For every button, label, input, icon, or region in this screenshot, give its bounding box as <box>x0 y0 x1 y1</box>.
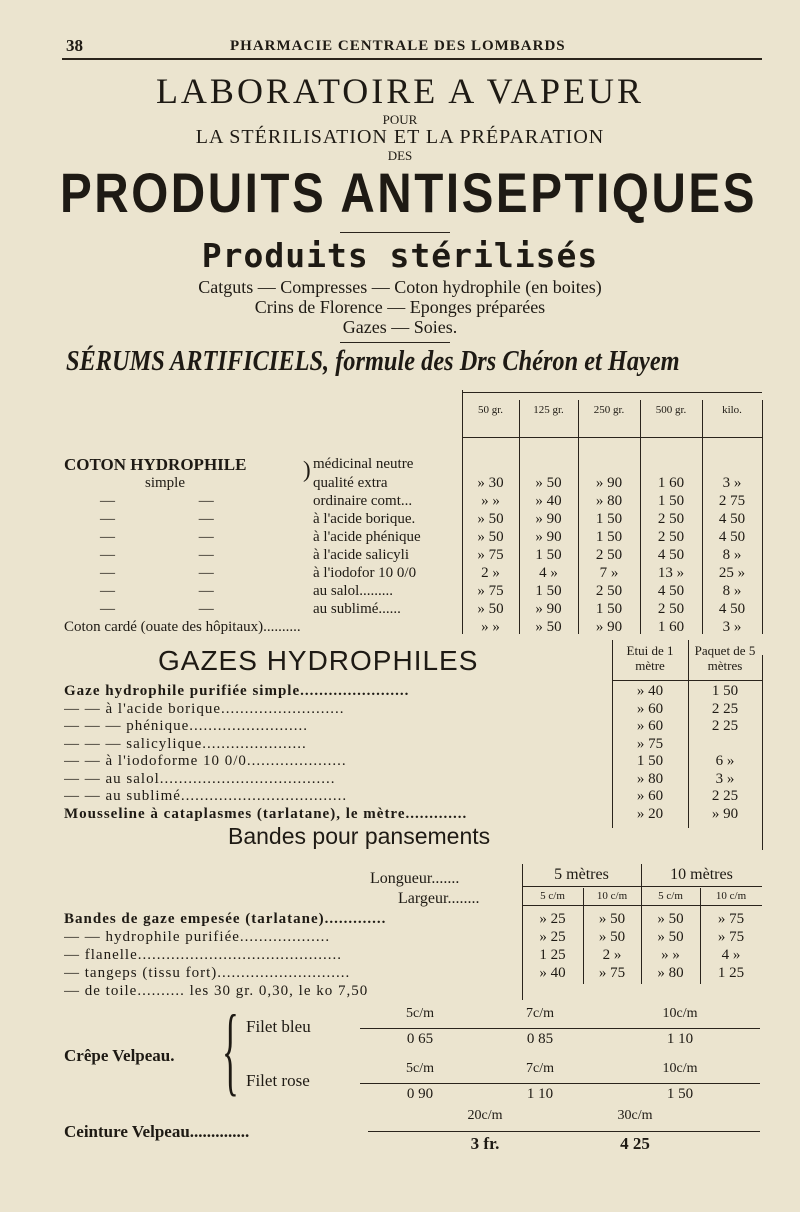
coton-row-kind: — — <box>100 511 254 527</box>
sterile-line-1: Catguts — Compresses — Coton hydrophile (en boites) <box>198 277 602 297</box>
sterile-line-3: Gazes — Soies. <box>342 317 458 337</box>
ceinture-price: 4 25 <box>620 1134 650 1153</box>
coton-price: » 50 <box>477 511 504 527</box>
bandes-price: » » <box>661 947 680 963</box>
coton-col-header: 500 gr. <box>655 404 687 416</box>
bandes-longueur: Longueur....... <box>370 870 460 887</box>
gazes-price: 2 25 <box>711 788 739 804</box>
coton-row-desc: qualité extra <box>313 475 388 491</box>
crepe-rule <box>360 1028 760 1029</box>
coton-row-desc: à l'acide salicyli <box>313 547 409 563</box>
gazes-price: » 60 <box>636 788 664 804</box>
coton-price: 2 50 <box>595 583 623 599</box>
gazes-row-label: — — à l'acide borique.......................... <box>64 700 345 717</box>
bandes-price: 4 » <box>721 947 741 963</box>
coton-price: » 50 <box>477 601 504 617</box>
crepe-bleu-price: 1 10 <box>666 1031 694 1047</box>
coton-price: » 90 <box>535 601 562 617</box>
gazes-price: » 75 <box>636 735 664 752</box>
bandes-price: » 80 <box>657 965 684 981</box>
ceinture-rule <box>368 1131 760 1132</box>
crepe-rule <box>360 1083 760 1084</box>
coton-title: COTON HYDROPHILE <box>64 455 247 474</box>
bandes-row-label: Bandes de gaze empesée (tarlatane)............. <box>64 911 387 927</box>
gazes-row-label: — — à l'iodoforme 10 0/0..................... <box>64 753 347 769</box>
crepe-label: Crêpe Velpeau. <box>64 1046 175 1065</box>
gazes-col-header: Etui de 1 mètre <box>626 643 674 673</box>
crepe-bleu-price: 0 65 <box>406 1031 434 1047</box>
crepe-bleu-price: 0 85 <box>526 1031 554 1047</box>
coton-price: 4 50 <box>657 583 685 599</box>
bandes-heading: Bandes pour pansements <box>228 823 491 849</box>
bandes-row-label: — de toile.......... les 30 gr. 0,30, le ko 7,50 <box>64 983 369 999</box>
coton-price: 25 » <box>718 565 746 581</box>
gazes-price: 1 50 <box>636 753 664 769</box>
coton-price: » 30 <box>477 475 504 491</box>
gazes-row-label: Gaze hydrophile purifiée simple....................... <box>64 683 410 699</box>
crepe-rose: Filet rose <box>246 1071 310 1090</box>
coton-col-header: 250 gr. <box>593 404 625 416</box>
coton-price: 1 50 <box>595 511 623 527</box>
sterile-heading: Produits stérilisés <box>201 236 599 275</box>
bandes-row-label: — tangeps (tissu fort)............................ <box>64 965 351 981</box>
coton-column-rule <box>762 400 763 634</box>
coton-title-right: médicinal neutre <box>313 456 414 472</box>
gazes-price: » 90 <box>711 805 739 822</box>
coton-price: » » <box>481 619 500 635</box>
coton-price: » 50 <box>535 619 562 635</box>
bandes-price: » 50 <box>657 911 684 927</box>
coton-price: 1 60 <box>657 619 685 635</box>
ceinture-width: 20c/m <box>467 1108 503 1123</box>
bandes-rule <box>522 905 762 906</box>
gazes-price: 6 » <box>715 753 735 769</box>
coton-price: » 50 <box>477 529 504 545</box>
coton-price: 7 » <box>599 565 619 581</box>
gazes-price: 3 » <box>715 770 735 787</box>
bandes-row-label: — — hydrophile purifiée................... <box>64 929 331 945</box>
coton-col-header: 125 gr. <box>533 404 564 416</box>
gazes-row-label: — — — phénique......................... <box>64 718 308 734</box>
gazes-row-label: Mousseline à cataplasmes (tarlatane), le mètre............. <box>64 805 468 822</box>
coton-row-kind: — — <box>100 529 254 545</box>
coton-price: » 50 <box>535 475 562 491</box>
crepe-bleu: Filet bleu <box>246 1017 311 1036</box>
coton-row-kind: — — <box>100 565 254 581</box>
coton-price: 1 60 <box>657 475 685 491</box>
coton-row-desc: au sublimé...... <box>313 601 401 617</box>
pour-label: POUR <box>382 112 418 127</box>
coton-row-desc: à l'acide borique. <box>313 511 416 527</box>
coton-price: 4 50 <box>718 529 746 545</box>
crepe-rose-price: 1 10 <box>526 1086 554 1102</box>
bandes-price: 2 » <box>602 947 622 963</box>
coton-price: 1 50 <box>595 529 623 545</box>
coton-row-kind: — — <box>100 583 254 599</box>
crepe-width: 7c/m <box>526 1061 554 1076</box>
coton-price: 4 50 <box>718 601 746 617</box>
coton-row-desc: ordinaire comt... <box>313 493 413 509</box>
crepe-width: 5c/m <box>406 1061 434 1076</box>
gazes-price: » 20 <box>636 805 664 822</box>
gazes-price: 2 25 <box>711 718 739 734</box>
bandes-row-label: — flanelle........................................... <box>64 947 342 963</box>
coton-price: » 90 <box>535 511 562 527</box>
coton-row-desc: au salol......... <box>313 583 393 599</box>
gazes-header-rule <box>612 680 762 681</box>
coton-price: 1 50 <box>657 493 685 509</box>
coton-price: 8 » <box>722 583 742 599</box>
coton-price: 2 50 <box>595 547 623 563</box>
bandes-price: » 75 <box>717 929 745 945</box>
gazes-col-header: Paquet de 5 mètres <box>694 643 756 673</box>
coton-price: 4 50 <box>657 547 685 563</box>
gazes-price: » 80 <box>636 770 664 787</box>
des-label: DES <box>387 148 413 163</box>
coton-row-desc: à l'iodofor 10 0/0 <box>313 565 417 581</box>
crepe-rose-price: 0 90 <box>406 1086 434 1102</box>
coton-price: » 80 <box>595 493 623 509</box>
subtitle: LA STÉRILISATION ET LA PRÉPARATION <box>195 126 605 148</box>
bandes-price: » 25 <box>539 911 566 927</box>
bandes-width-header: 5 c/m <box>540 890 565 902</box>
bandes-len-header: 10 mètres <box>670 866 733 883</box>
coton-header-rule <box>462 437 762 438</box>
coton-col-header: 50 gr. <box>477 404 504 416</box>
gazes-row-label: — — au sublimé................................... <box>64 788 348 804</box>
bandes-rule <box>522 886 762 887</box>
bandes-price: 1 25 <box>539 947 566 963</box>
coton-price: 3 » <box>722 475 742 491</box>
coton-price: » 90 <box>595 475 623 491</box>
ceinture-label: Ceinture Velpeau.............. <box>64 1122 250 1141</box>
title: LABORATOIRE A VAPEUR <box>155 71 645 111</box>
coton-row-desc: à l'acide phénique <box>313 529 421 545</box>
bandes-price: » 75 <box>717 911 745 927</box>
bandes-price: » 50 <box>598 911 626 927</box>
coton-price: » » <box>481 493 500 509</box>
gazes-price: » 60 <box>636 700 664 717</box>
coton-col-header: kilo. <box>722 404 742 416</box>
gazes-price: 1 50 <box>711 683 739 699</box>
bandes-price: » 25 <box>539 929 566 945</box>
bandes-price: » 75 <box>598 965 626 981</box>
coton-price: 13 » <box>657 565 685 581</box>
coton-price: 4 » <box>539 565 558 581</box>
coton-row-kind: — — <box>100 493 254 509</box>
bandes-width-header: 10 c/m <box>715 890 747 902</box>
crepe-width: 5c/m <box>406 1006 434 1021</box>
sterile-line-2: Crins de Florence — Eponges préparées <box>254 297 546 317</box>
page-number: 38 <box>66 36 83 55</box>
crepe-width: 7c/m <box>526 1006 554 1021</box>
serums-heading: SÉRUMS ARTIFICIELS, formule des Drs Chéron et Hayem <box>66 345 680 377</box>
bandes-price: » 40 <box>539 965 566 981</box>
coton-price: » 75 <box>477 583 504 599</box>
running-head-rule <box>62 58 762 60</box>
coton-price: 1 50 <box>535 583 562 599</box>
coton-price: 1 50 <box>535 547 562 563</box>
bandes-len-header: 5 mètres <box>554 866 609 883</box>
gazes-row-label: — — — salicylique...................... <box>64 735 307 752</box>
bandes-price: » 50 <box>657 929 684 945</box>
coton-price: 2 50 <box>657 511 685 527</box>
running-head: PHARMACIE CENTRALE DES LOMBARDS <box>230 38 566 54</box>
bandes-width-header: 5 c/m <box>658 890 683 902</box>
crepe-width: 10c/m <box>662 1006 698 1021</box>
coton-row-kind: simple <box>145 475 185 491</box>
coton-price: 4 50 <box>718 511 746 527</box>
crepe-brace: { <box>222 994 239 1105</box>
coton-price: » 75 <box>477 547 504 563</box>
coton-row-label: Coton cardé (ouate des hôpitaux).......... <box>64 619 301 635</box>
gazes-price: » 40 <box>636 683 664 699</box>
coton-price: 2 50 <box>657 601 685 617</box>
gazes-column-rule <box>762 655 763 850</box>
coton-price: 2 50 <box>657 529 685 545</box>
gazes-heading: GAZES HYDROPHILES <box>158 645 479 676</box>
bandes-price: 1 25 <box>717 965 745 981</box>
crepe-width: 10c/m <box>662 1061 698 1076</box>
coton-price: 2 75 <box>718 493 746 509</box>
gazes-price: 2 25 <box>711 700 739 717</box>
ceinture-price: 3 fr. <box>470 1134 500 1153</box>
gazes-price: » 60 <box>636 718 664 734</box>
coton-price: 3 » <box>722 619 742 635</box>
coton-price: 2 » <box>481 565 500 581</box>
coton-row-kind: — — <box>100 547 254 563</box>
coton-header-rule <box>462 392 762 393</box>
coton-price: 8 » <box>722 547 742 563</box>
coton-row-kind: — — <box>100 601 254 617</box>
crepe-rose-price: 1 50 <box>666 1086 694 1102</box>
bandes-largeur: Largeur........ <box>398 890 480 907</box>
coton-price: » 90 <box>535 529 562 545</box>
coton-brace: ) <box>303 457 311 482</box>
coton-price: » 40 <box>535 493 562 509</box>
coton-price: 1 50 <box>595 601 623 617</box>
coton-price: » 90 <box>595 619 623 635</box>
bandes-price: » 50 <box>598 929 626 945</box>
gazes-row-label: — — au salol..................................... <box>64 770 336 787</box>
bandes-width-header: 10 c/m <box>596 890 628 902</box>
title-rule <box>340 232 450 233</box>
ceinture-width: 30c/m <box>617 1108 653 1123</box>
big-title: PRODUITS ANTISEPTIQUES <box>60 161 758 224</box>
sterile-rule <box>340 342 450 343</box>
